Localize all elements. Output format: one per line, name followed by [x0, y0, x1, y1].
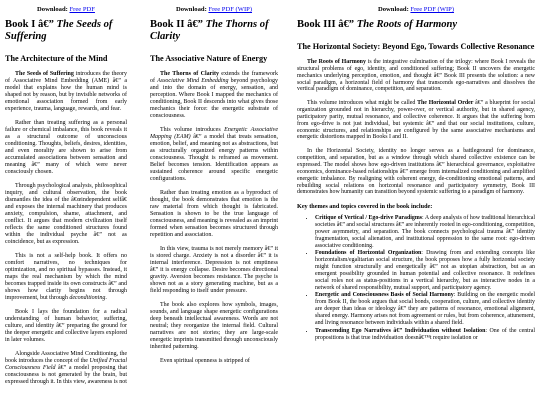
list-item-text: : Drawing from and extending concepts like horizontalism/egalitarian social structure, the book proposes how a fully horizontal society might function structurally and energetically â€” not as utopian abstraction, but as an emergent possibility grounded in human potential and collective resonance. It redefines social roles not as status-positions in a vertical hierarchy, but as interactive nodes in a network of shared responsibility, mutual support, and participatory agency. [315, 250, 535, 291]
book-title [150, 19, 278, 43]
paragraph: The book also explores how symbols, images, sounds, and language shape energetic configurations deep beneath intellectual awareness. Words are not neutral; they reorganize the internal field. Cultural narratives are not stories; they are large-scale energetic imprints transmitted through unconsciously inherited patterning. [150, 302, 278, 350]
paragraph [297, 100, 535, 141]
list-item [315, 292, 535, 326]
paragraph-text: beyond psychology and into the domain of energy, sensation, and perception. Where Book I mapped the mechanics of conditioning, Book II descends into what gives those mechanics their force: the energetic substrate of consciousness. [150, 78, 278, 119]
bold-term: The Horizontal Order [417, 100, 474, 107]
free-pdf-wip-link[interactable]: Free PDF (WIP) [208, 6, 253, 13]
free-pdf-link[interactable]: Free PDF [69, 6, 95, 13]
list-item-text: : Building on the energetic model from Book II, the book argues that social bonds, cooperation, culture, and collective identity are deeper than ideas or ideology â€” they are patterns of resonance, emotional alignment, shared energy. Harmony arises not from agreement or rules, but from coherence, attunement, and living resonance between individuals within a shared field. [315, 292, 535, 326]
italic-term: Unified Fractal Consciousness Field [5, 358, 127, 371]
book-title [297, 19, 535, 31]
section-heading: The Horizontal Society: Beyond Ego, Towards Collective Resonance [297, 42, 535, 51]
paragraph-text: Alongside Associative Mind Conditioning, the book introduces the concept of the [5, 351, 127, 364]
book-title-name: The Roots of Harmony [356, 19, 458, 30]
paragraph-text: â€” a model that treats sensation, emotion, belief, and meaning not as abstractions, but as structurally organized energy patterns within consciousness. Thought is reframed as movement. Belief becomes tension. Identification appears as sustained coherence around specific energetic configurations. [150, 134, 278, 182]
paragraph-text: is the integrative culmination of the trilogy: where Book I reveals the structural problems of ego, identity, and conditioned suffering; Book II uncovers the energetic mechanics underlying perception, emotion, and thought â€” Book III presents the solution: a new social paradigm, a horizontal field of harmony that transcends ego-narratives and dissolves the vertical paradigm of dominance, competition, and separation. [297, 59, 535, 93]
paragraph: Rather than treating emotion as a byproduct of thought, the book demonstrates that emotion is the raw material from which thought is fabricated. Sensation is shown to be the true language of consciousness, and meaning is revealed as an imprint formed when sensation becomes structured through repetition and association. [150, 190, 278, 238]
book-title-prefix: Book II â€” [150, 19, 206, 30]
paragraph-text: This volume introduces what might be called [307, 100, 418, 107]
paragraph: Book I lays the foundation for a radical understanding of human behavior, suffering, culture, and identity â€” preparing the ground for the deeper energetic and collective layers explored in later volumes. [5, 309, 127, 343]
section-heading: The Associative Nature of Energy [150, 54, 268, 63]
paragraph-text: â€” a model proposing that consciousness is not generated by the brain, but expressed through it. In this view, awareness is not [5, 365, 127, 385]
list-item [315, 328, 535, 342]
book-title [5, 19, 127, 43]
book-2-column [150, 0, 278, 405]
list-item-text: : A deep analysis of how traditional hierarchical societies â€” and social structures â€” are inherently rooted in ego-conditioning, competition, power asymmetry, and separation. The book connects psychological trauma â€” identity fragmentation, social alienation, and institutional oppression to the same root: ego-driven associative conditioning. [315, 215, 535, 249]
free-pdf-wip-link[interactable]: Free PDF (WIP) [410, 6, 455, 13]
book-3-column [297, 0, 535, 405]
download-label: Download: [175, 6, 207, 13]
paragraph-text: introduces the theory of Associative Mind Embedding (AME) â€” a model that explains how the human mind is shaped not by reason, but by invisible networks of emotional association formed from early experience, trauma, language, rewards, and fear. [5, 71, 127, 112]
paragraph: In the Horizontal Society, identity no longer serves as a battleground for dominance, competition, and separation, but as a window through which shared collective existence can be expressed. The model shows how ego-driven institutions â€” hierarchical governance, exploitative economics, dominance-based relationships â€” emerge from internalized conditioning and amplified energetic imbalance. By realigning with coherent energy, de-conditioning emotional patterns, and rebuilding social relations on horizontal resonance and participatory symmetry, Book III demonstrates how humanity can transition beyond systemic suffering to a paradigm of harmony. [297, 148, 535, 196]
key-themes-heading: Key themes and topics covered in the book include: [297, 203, 433, 211]
section-heading: The Architecture of the Mind [5, 54, 108, 63]
paragraph-text: This is not a self-help book. It offers no comfort narratives, no techniques for optimization, and no spiritual bypasses. Instead, it maps the real mechanism by which the mind becomes trapped inside its own constructs â€” and shows how clarity begins not through improvement, but through [5, 253, 127, 301]
download-label: Download: [37, 6, 68, 13]
bold-lead: The Thorns of Clarity [160, 71, 219, 77]
paragraph-text: â€” a blueprint for social organization grounded not in hierarchy, power-over, or vertical authority, but in shared agency, participatory parity, mutual resonance, and collective coherence. It argues that the suffering born from ego-drive is not just individual, but systemic â€” and that our social institutions, culture, economic structures, and relationships are configured by the same associative mechanisms and energetic distortions mapped in Books I and II. [297, 100, 535, 141]
list-item-title: Critique of Vertical / Ego-drive Paradigms [315, 215, 423, 222]
paragraph [297, 59, 535, 93]
key-themes-list [297, 215, 535, 341]
paragraph [150, 71, 278, 120]
download-line [5, 6, 127, 13]
italic-term: Associative Mind Embedding [157, 78, 229, 84]
paragraph [5, 71, 127, 113]
paragraph [150, 127, 278, 183]
book-title-prefix: Book III â€” [297, 19, 357, 30]
paragraph: Even spiritual openness is stripped of [160, 358, 250, 364]
bold-lead: The Roots of Harmony [307, 59, 366, 65]
paragraph: Through psychological analysis, philosophical inquiry, and cultural observation, the book dismantles the idea of the â€œindependent selfâ€ and exposes the internal machinery that produces anxiety, compulsion, shame, attachment, and conflict. It argues that modern civilization itself reflects the same conditioned structures found within the individual psyche â€” not as coincidence, but as expression. [5, 183, 127, 245]
list-item-title: Energetic and Consciousness Basis of Social Harmony [315, 292, 454, 299]
paragraph [5, 253, 127, 302]
list-item-title: Foundations of Horizontal Organization [315, 250, 422, 257]
paragraph [5, 351, 127, 386]
list-item-text: : One of the central propositions is that true individuation doesnâ€™t require isolation or [315, 327, 535, 341]
download-line [297, 6, 535, 13]
paragraph-text: extends the framework of [150, 71, 278, 84]
paragraph: In this view, trauma is not merely memory â€” it is stored charge. Anxiety is not a disorder â€” it is internal interference. Depression is not emptiness â€” it is energy collapse. Desire becomes directional gravity. Aversion becomes resistance. The psyche is shown not as a story generating machine, but as a field responding to itself under pressure. [150, 246, 278, 294]
paragraph-text: . [105, 295, 107, 301]
paragraph: Rather than treating suffering as a personal failure or chemical imbalance, this book reveals it as a structural outcome of unconscious conditioning. Thoughts, beliefs, desires, identities, and even morality are shown to arise from accumulated associations between sensation and meaning â€” many of which were never consciously chosen. [5, 120, 127, 175]
bold-lead: The Seeds of Suffering [15, 71, 74, 77]
list-item [315, 250, 535, 291]
download-label: Download: [377, 6, 409, 13]
italic-term: deconditioning [69, 295, 106, 301]
paragraph-text: This volume introduces [160, 127, 225, 133]
list-item-title: Transcending Ego Narratives â€” Individuation without Isolation [315, 327, 486, 334]
book-title-prefix: Book I â€” [5, 19, 57, 30]
book-1-column [5, 0, 127, 405]
download-line [150, 6, 278, 13]
list-item [315, 215, 535, 249]
book-title-name: The Thorns of Clarity [150, 19, 269, 42]
italic-term: Energetic Associative Mapping (EAM) [150, 127, 278, 140]
book-title-name: The Seeds of Suffering [5, 19, 113, 42]
